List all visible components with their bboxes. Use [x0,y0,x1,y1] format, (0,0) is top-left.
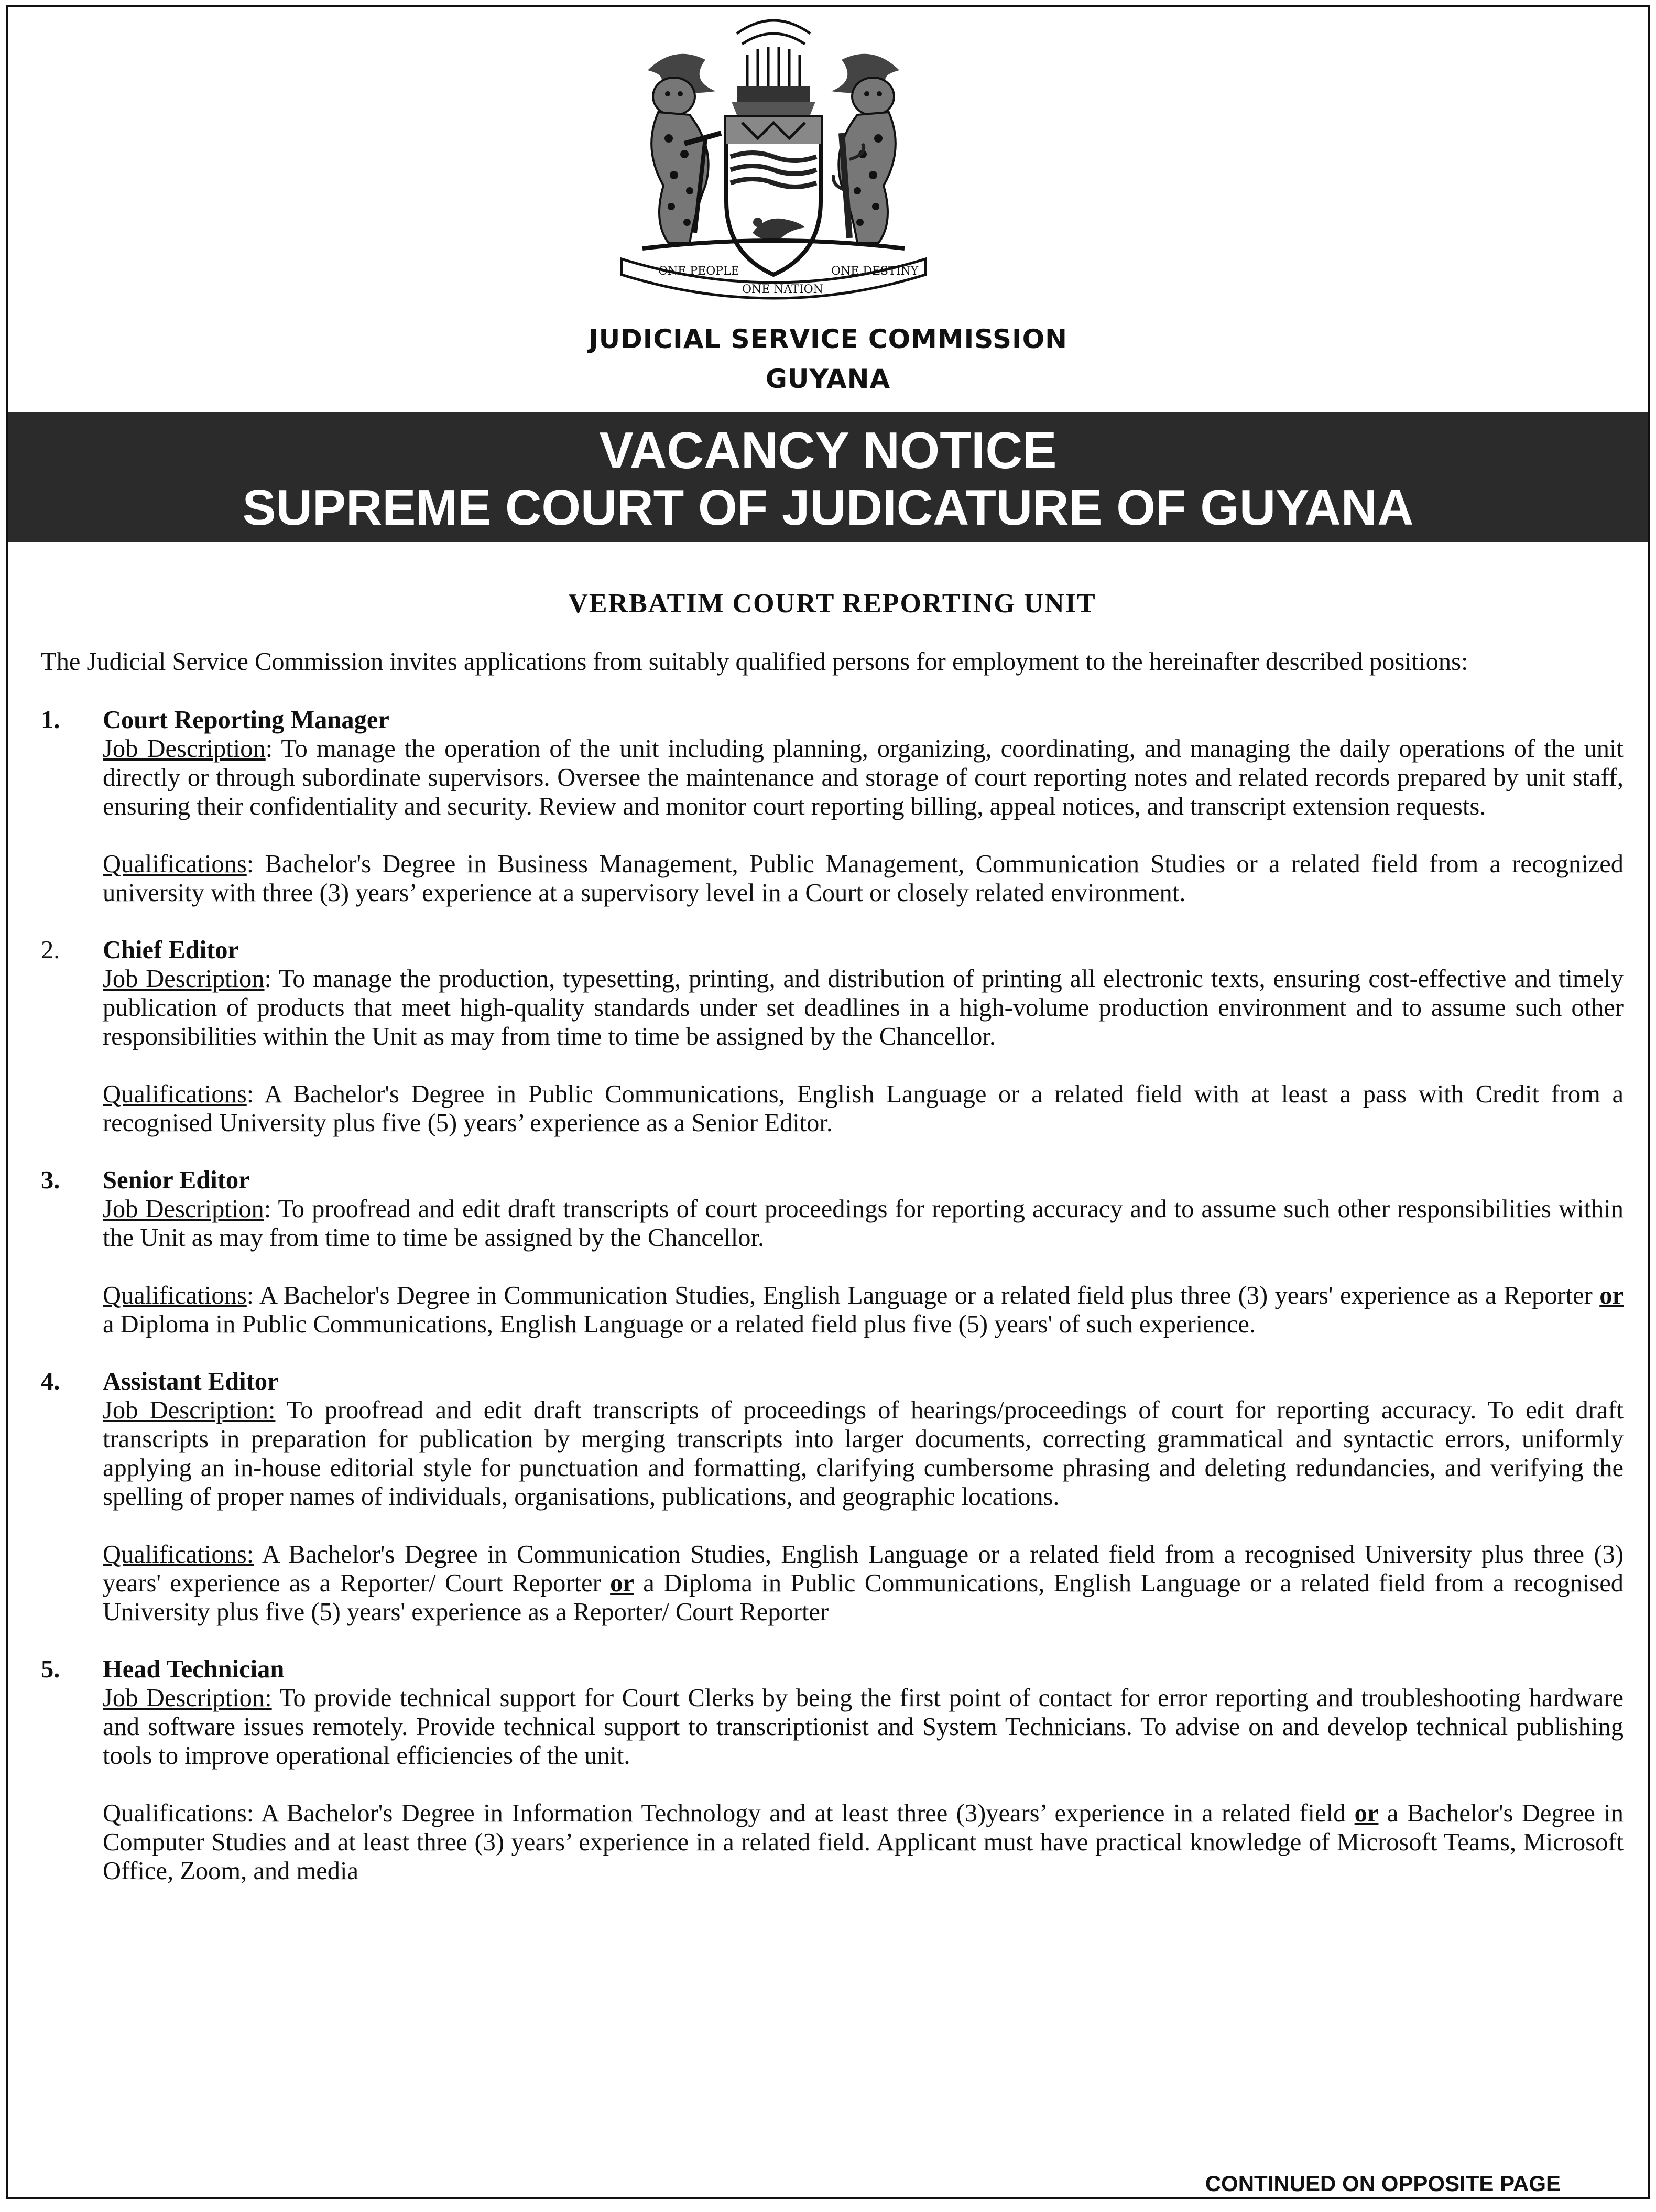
job-description-label: Job Description [103,735,266,763]
job-item [41,1166,1624,1339]
or-emphasis: or [1599,1282,1624,1309]
job-number: 1. [41,706,60,734]
job-number: 3. [41,1166,60,1194]
job-description-label: Job Description: [103,1396,276,1424]
or-emphasis: or [1354,1799,1379,1827]
job-description [103,1396,1624,1511]
job-description-text: To proofread and edit draft transcripts of proceedings of hearings/proceedings of court for reporting accuracy. To edit draft transcripts in preparation for publication by merging transcripts into larger documents, correcting grammatical and syntactic errors, uniformly applying an in-house editorial style for punctuation and formatting, clarifying cumbersome phrasing and deleting redundancies, and verifying the spelling of proper names of individuals, organisations, publications, and geographic locations. [103,1396,1624,1511]
job-title: Chief Editor [103,936,239,964]
guyana-coat-of-arms-icon [585,13,962,306]
job-description-label: Job Description [103,1195,264,1223]
qualifications-label: Qualifications [103,1282,247,1309]
job-qualifications [103,1080,1624,1137]
qualifications-label: Qualifications [103,850,247,878]
qualifications-text-cont: a Diploma in Public Communications, English Language or a related field plus five (5) years' of such experience. [103,1310,1256,1338]
job-number: 4. [41,1368,60,1395]
motto-word-2: ONE NATION [742,283,823,296]
job-qualifications [103,1281,1624,1339]
job-description-text: : To manage the production, typesetting, printing, and distribution of printing all electronic texts, ensuring cost-effective and timely publication of products that meet high-quality standards under set deadlines in a high-volume production environment and to assume such other responsibilities within the Unit as may from time to time be assigned by the Chancellor. [103,965,1624,1050]
notice-body [41,589,1624,1914]
job-description-label: Job Description: [103,1684,272,1712]
job-description-text: To provide technical support for Court Clerks by being the first point of contact for error reporting and troubleshooting hardware and software issues remotely. Provide technical support to transcriptionist and System Technicians. To advise on and develop technical publishing tools to improve operational efficiencies of the unit. [103,1684,1624,1770]
qualifications-text-cont: a Bachelor's Degree in Computer Studies and at least three (3) years’ experience in a related field. Applicant must have practical knowledge of Microsoft Teams, Microsoft Office, Zoom, and media [103,1799,1624,1885]
organization-country: GUYANA [765,364,891,394]
job-number: 5. [41,1655,60,1683]
job-item [41,1655,1624,1885]
job-description [103,964,1624,1051]
job-qualifications [103,1540,1624,1627]
job-description-label: Job Description [103,965,265,993]
qualifications-text: : A Bachelor's Degree in Public Communications, English Language or a related field with at least a pass with Credit from a recognised University plus five (5) years’ experience as a Senior Editor. [103,1080,1624,1137]
vacancy-notice-page [6,5,1650,2199]
job-qualifications [103,850,1624,907]
qualifications-label: Qualifications: [103,1541,254,1568]
qualifications-text: : Bachelor's Degree in Business Management, Public Management, Communication Studies or a related field from a recognized university with three (3) years’ experience at a supervisory level in a Court or closely related environment. [103,850,1624,907]
banner-subtitle: SUPREME COURT OF JUDICATURE OF GUYANA [242,480,1414,536]
qualifications-text: : A Bachelor's Degree in Communication Studies, English Language or a related field plus three (3) years' experience as a Reporter [246,1282,1600,1309]
qualifications-label: Qualifications [103,1080,247,1108]
motto-word-3: ONE DESTINY [831,265,919,278]
motto-word-1: ONE PEOPLE [658,265,739,278]
job-description-text: : To manage the operation of the unit including planning, organizing, coordinating, and managing the daily operations of the unit directly or through subordinate supervisors. Oversee the maintenance and storage of court reporting notes and related records prepared by unit staff, ensuring their confidentiality and security. Review and monitor court reporting billing, appeal notices, and transcript extension requests. [103,735,1624,820]
job-description-text: : To proofread and edit draft transcripts of court proceedings for reporting accuracy and to assume such other responsibilities within the Unit as may from time to time be assigned by the Chancellor. [103,1195,1624,1252]
job-description [103,734,1624,821]
job-title: Senior Editor [103,1166,250,1194]
job-title: Head Technician [103,1655,285,1683]
job-item [41,936,1624,1137]
continued-footer: CONTINUED ON OPPOSITE PAGE [1205,2171,1561,2196]
unit-title: VERBATIM COURT REPORTING UNIT [568,589,1096,619]
qualifications-text: Qualifications: A Bachelor's Degree in Information Technology and at least three (3)years’ experience in a related field [103,1799,1355,1827]
organization-name: JUDICIAL SERVICE COMMISSION [589,324,1067,354]
qualifications-text-cont: a Diploma in Public Communications, English Language or a related field from a recognised University plus five (5) years' experience as a Reporter/ Court Reporter [103,1569,1624,1626]
job-description [103,1195,1624,1252]
job-description [103,1684,1624,1770]
job-number: 2. [41,936,60,964]
job-title: Assistant Editor [103,1368,279,1395]
qualifications-text: A Bachelor's Degree in Communication Studies, English Language or a related field from a recognised University plus three (3) years' experience as a Reporter/ Court Reporter [103,1541,1624,1597]
job-item [41,1367,1624,1627]
vacancy-banner [8,412,1648,542]
or-emphasis: or [610,1569,634,1597]
job-item [41,706,1624,907]
intro-paragraph: The Judicial Service Commission invites applications from suitably qualified persons for employment to the hereinafter described positions: [41,648,1468,676]
banner-title: VACANCY NOTICE [599,421,1057,479]
job-title: Court Reporting Manager [103,706,389,734]
job-qualifications [103,1799,1624,1885]
